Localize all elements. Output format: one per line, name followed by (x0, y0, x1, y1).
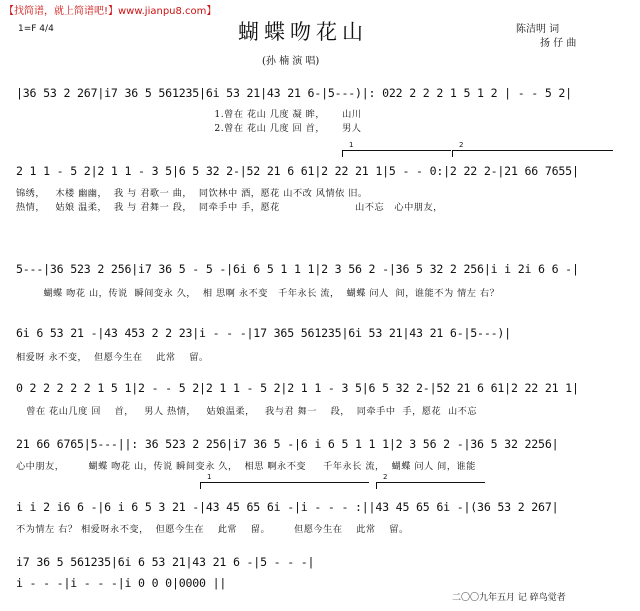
lyricist-credit: 陈洁明 词 (516, 24, 560, 35)
score-line-2-notes: 2 1 1 - 5 2|2 1 1 - 3 5|6 5 32 2-|52 21 6 61|2 22 21 1|5 - - 0:|2 22 2-|21 66 7655| (16, 164, 579, 178)
score-line-6-lyric: 心中朋友， 蝴蝶 吻花 山，传说 瞬间变永 久， 相思 啊永不变 千年永长 流， 蝴蝶 问人 间，谁能 (16, 461, 476, 472)
singer-credit: (孙 楠 演 唱) (262, 56, 320, 67)
score-line-5-notes: 0 2 2 2 2 2 1 5 1|2 - - 5 2|2 1 1 - 5 2|2 1 1 - 3 5|6 5 32 2-|52 21 6 61|2 22 21 1| (16, 381, 579, 395)
key-signature: 1=F 4/4 (18, 24, 54, 34)
first-ending-bracket: 1 (342, 150, 451, 157)
score-line-1-notes: |36 53 2 267|i7 36 5 561235|6i 53 21|43 21 6-|5---)|: 022 2 2 2 1 5 1 2 | - - 5 2| (16, 86, 572, 100)
score-line-2-lyric-1: 锦绣， 木楼 幽幽， 我 与 君歌一 曲， 同饮林中 酒，愿花 山不改 风情依 旧。 (16, 188, 368, 199)
score-line-2-lyric-2: 热情， 姑娘 温柔， 我 与 君舞一 段， 同牵手中 手，愿花 山不忘 心中朋友， (16, 202, 443, 213)
score-line-1-lyric-1: 1.曾在 花山 几度 凝 眸， 山川 (16, 109, 362, 120)
score-line-5-lyric: 曾在 花山几度 回 首， 男人 热情， 姑娘温柔， 我与君 舞一 段， 同牵手中 手，愿花 山不忘 (16, 406, 478, 417)
score-line-7-lyric: 不为情左 右？ 相爱呀永不变， 但愿今生在 此常 留。 但愿今生在 此常 留。 (16, 524, 409, 535)
score-line-7-notes: i i 2 i6 6 -|6 i 6 5 3 21 -|43 45 65 6i -|i - - - :||43 45 65 6i -|(36 53 2 267| (16, 500, 559, 514)
transcription-note: 二〇〇九年五月 记 碎鸟觉者 (452, 593, 566, 603)
score-line-6-notes: 21 66 6765|5---||: 36 523 2 256|i7 36 5 -|6 i 6 5 1 1 1|2 3 56 2 -|36 5 32 2256| (16, 437, 559, 451)
score-line-9-notes: i - - -|i - - -|i 0 0 0|0000 || (16, 576, 227, 590)
score-line-3-notes: 5---|36 523 2 256|i7 36 5 - 5 -|6i 6 5 1 1 1|2 3 56 2 -|36 5 32 2 256|i i 2i 6 6 -| (16, 262, 579, 276)
first-ending-bracket-2: 1 (200, 482, 369, 489)
song-title: 蝴蝶吻花山 (238, 20, 368, 44)
second-ending-bracket-2: 2 (376, 482, 485, 489)
score-line-3-lyric: 蝴蝶 吻花 山，传说 瞬间变永 久， 相 思啊 永不变 千年永长 流， 蝴蝶 问人 间，谁能不为 情左 右？ (16, 288, 500, 299)
score-line-4-lyric: 相爱呀 永不变， 但愿今生在 此常 留。 (16, 352, 209, 363)
score-line-1-lyric-2: 2.曾在 花山 几度 回 首， 男人 (16, 123, 362, 134)
composer-credit: 扬 仔 曲 (540, 38, 577, 49)
site-banner: 【找简谱，就上简谱吧!】www.jianpu8.com】 (4, 6, 217, 17)
second-ending-bracket: 2 (452, 150, 613, 157)
score-line-4-notes: 6i 6 53 21 -|43 453 2 2 23|i - - -|17 365 561235|6i 53 21|43 21 6-|5---)| (16, 326, 511, 340)
score-line-8-notes: i7 36 5 561235|6i 6 53 21|43 21 6 -|5 - - -| (16, 555, 315, 569)
